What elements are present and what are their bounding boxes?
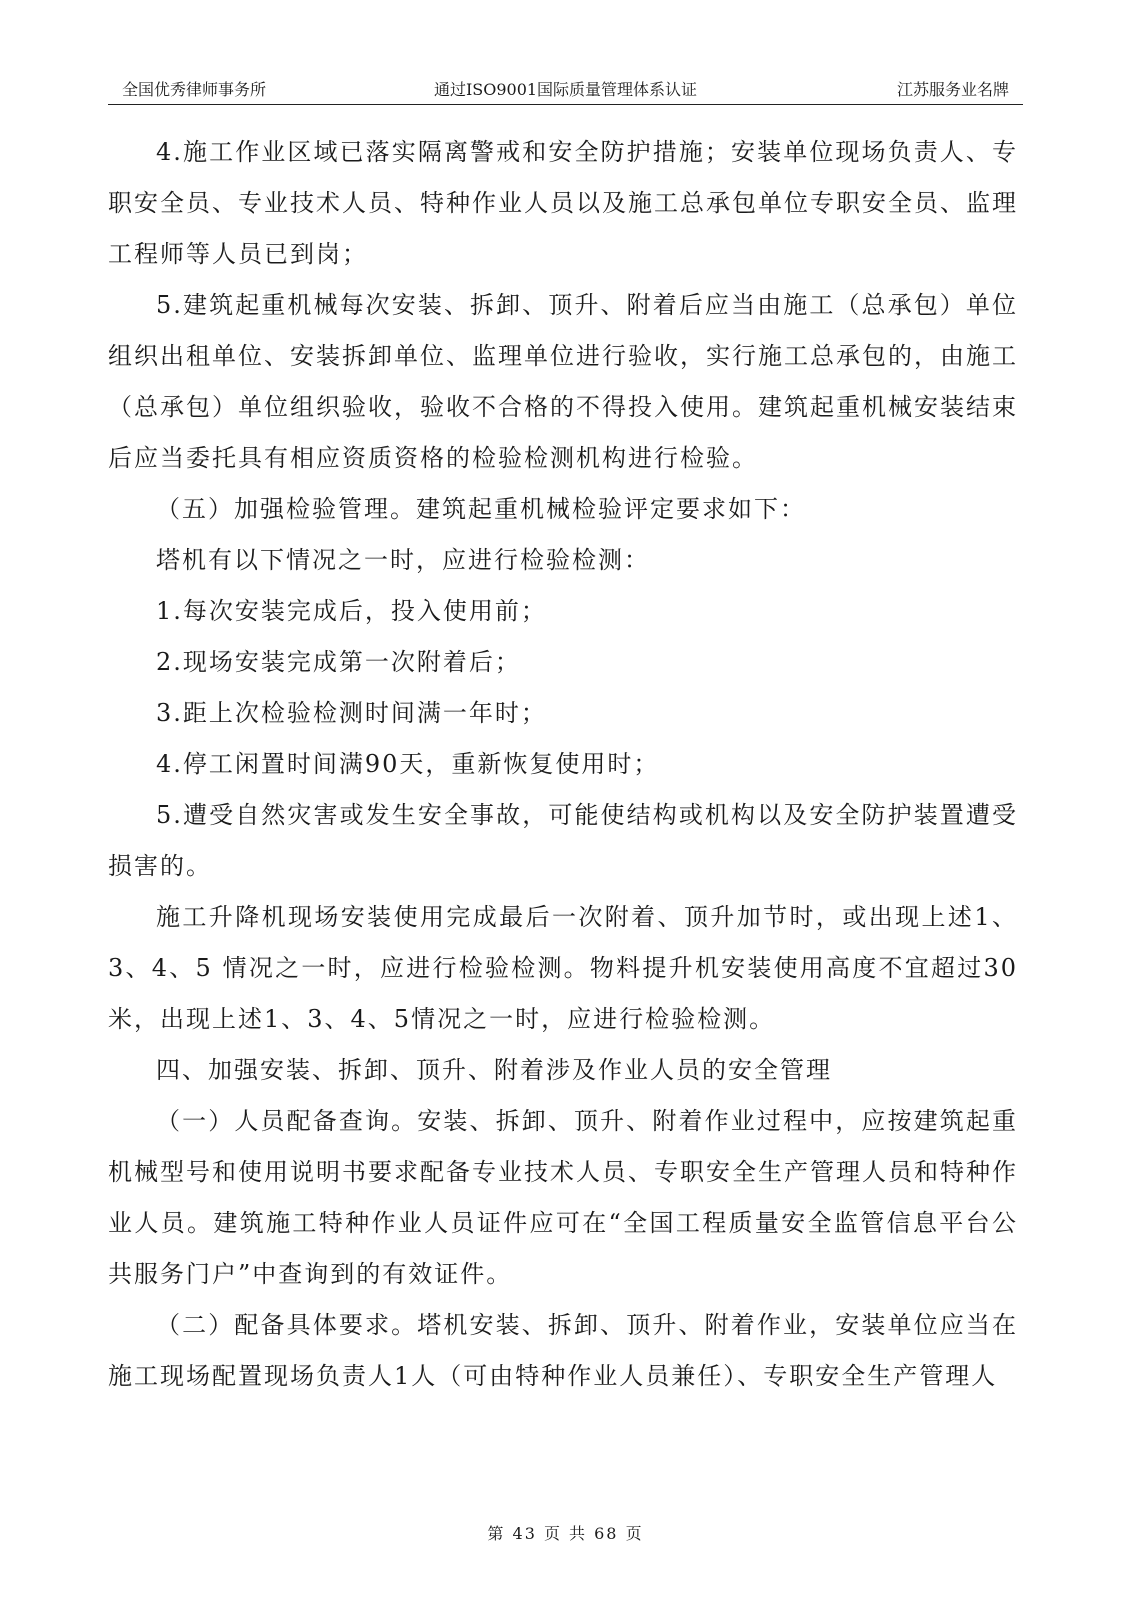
header-divider: [108, 104, 1023, 105]
paragraph: 2.现场安装完成第一次附着后；: [156, 648, 521, 676]
page-header: [108, 76, 1023, 104]
paragraph: （五）加强检验管理。建筑起重机械检验评定要求如下：: [156, 495, 806, 523]
paragraph: 4.停工闲置时间满90天，重新恢复使用时；: [156, 750, 660, 778]
header-brand: 江苏服务业名牌: [896, 80, 1009, 99]
document-body: [108, 127, 1018, 1402]
paragraph: 塔机有以下情况之一时，应进行检验检测：: [156, 546, 650, 574]
paragraph: 5.建筑起重机械每次安装、拆卸、顶升、附着后应当由施工（总承包）单位组织出租单位、安装拆卸单位、监理单位进行验收，实行施工总承包的，由施工（总承包）单位组织验收，验收不合格的不得投入使用。建筑起重机械安装结束后应当委托具有相应资质资格的检验检测机构进行检验。: [108, 291, 1018, 472]
paragraph: 4.施工作业区域已落实隔离警戒和安全防护措施；安装单位现场负责人、专职安全员、专业技术人员、特种作业人员以及施工总承包单位专职安全员、监理工程师等人员已到岗；: [108, 138, 1018, 268]
paragraph: 3.距上次检验检测时间满一年时；: [156, 699, 547, 727]
paragraph: 5.遭受自然灾害或发生安全事故，可能使结构或机构以及安全防护装置遭受损害的。: [108, 801, 1018, 880]
header-certification: 通过ISO9001国际质量管理体系认证: [433, 80, 698, 99]
paragraph: （一）人员配备查询。安装、拆卸、顶升、附着作业过程中，应按建筑起重机械型号和使用说明书要求配备专业技术人员、专职安全生产管理人员和特种作业人员。建筑施工特种作业人员证件应可在“全国工程质量安全监管信息平台公共服务门户”中查询到的有效证件。: [108, 1107, 1018, 1288]
paragraph: 施工升降机现场安装使用完成最后一次附着、顶升加节时，或出现上述1、3、4、5 情况之一时，应进行检验检测。物料提升机安装使用高度不宜超过30米，出现上述1、3、4、5情况之一时，应进行检验检测。: [108, 903, 1018, 1033]
paragraph: （二）配备具体要求。塔机安装、拆卸、顶升、附着作业，安装单位应当在施工现场配置现场负责人1人（可由特种作业人员兼任）、专职安全生产管理人: [108, 1311, 1018, 1390]
paragraph: 1.每次安装完成后，投入使用前；: [156, 597, 547, 625]
section-heading: 四、加强安装、拆卸、顶升、附着涉及作业人员的安全管理: [156, 1056, 832, 1084]
page-number: 第 43 页 共 68 页: [487, 1524, 644, 1543]
header-firm-title: 全国优秀律师事务所: [122, 80, 267, 99]
